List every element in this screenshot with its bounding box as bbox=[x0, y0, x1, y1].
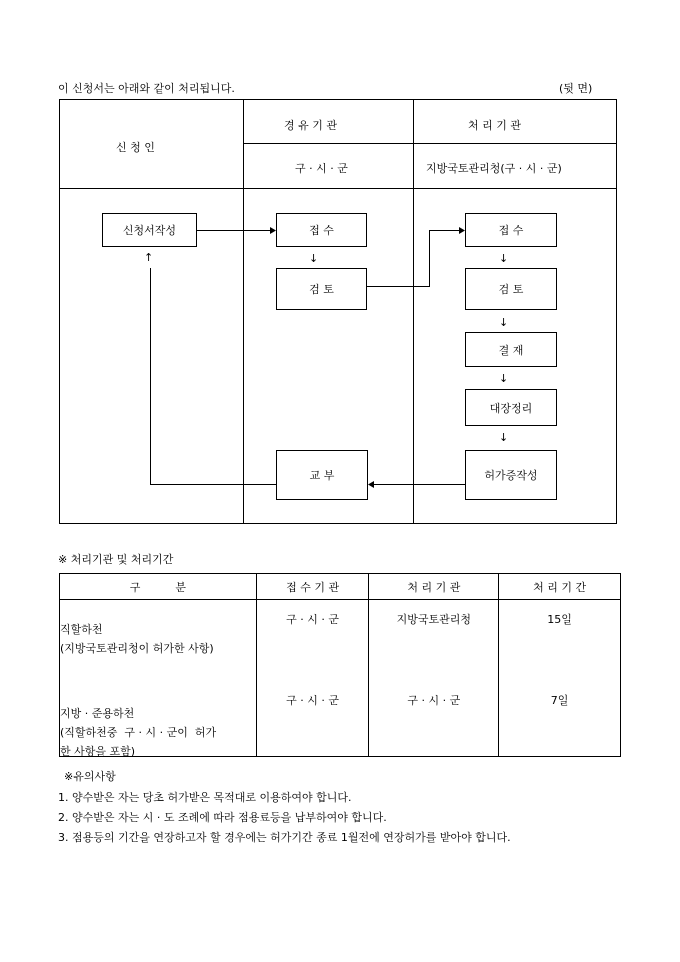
receiving-2: 구 · 시 · 군 bbox=[286, 694, 339, 707]
period-table bbox=[59, 573, 621, 757]
write-application-box bbox=[102, 213, 197, 247]
proc-approve-label: 결 재 bbox=[498, 343, 524, 357]
page-side-label: (뒷 면) bbox=[559, 82, 593, 95]
period-cell bbox=[499, 600, 621, 757]
ledger-label: 대장정리 bbox=[489, 401, 533, 415]
proc-receive-label: 접 수 bbox=[498, 224, 524, 237]
write-application-label: 신청서작성 bbox=[122, 224, 177, 237]
down-arrow: ↓ bbox=[499, 316, 509, 329]
deliver-box bbox=[276, 450, 368, 500]
header-processing: 처 리 기 관 bbox=[369, 574, 499, 600]
permit-issue-label: 허가증작성 bbox=[484, 469, 538, 482]
permit-issue-box bbox=[465, 450, 557, 500]
via-agency-sub: 구 · 시 · 군 bbox=[295, 162, 348, 175]
period-section-title: ※ 처리기관 및 처리기간 bbox=[58, 553, 174, 566]
ledger-box bbox=[465, 389, 557, 426]
notes-title: ※유의사항 bbox=[64, 770, 116, 783]
down-arrow: ↓ bbox=[499, 372, 509, 385]
down-arrow: ↓ bbox=[499, 431, 509, 444]
via-agency-header: 경 유 기 관 bbox=[284, 119, 337, 132]
period-1: 15일 bbox=[547, 613, 572, 626]
note-item: 2. 양수받은 자는 시 · 도 조례에 따라 점용료등을 납부하여야 합니다. bbox=[58, 811, 387, 824]
category-1-line1: 직할하천 bbox=[60, 623, 103, 636]
table-row bbox=[60, 600, 621, 757]
proc-review-box bbox=[465, 268, 557, 310]
category-2-line2: (직할하천중 구 · 시 · 군이 허가 bbox=[60, 726, 217, 739]
note-item: 1. 양수받은 자는 당초 허가받은 목적대로 이용하여야 합니다. bbox=[58, 791, 352, 804]
proc-approve-box bbox=[465, 332, 557, 367]
processing-agency-sub: 지방국토관리청(구 · 시 · 군) bbox=[426, 162, 562, 175]
category-2-line1: 지방 · 준용하천 bbox=[60, 707, 135, 720]
category-cell bbox=[60, 600, 257, 757]
processing-2: 구 · 시 · 군 bbox=[407, 694, 461, 707]
via-review-label: 검 토 bbox=[309, 283, 334, 296]
proc-receive-box bbox=[465, 213, 557, 247]
proc-review-label: 검 토 bbox=[498, 283, 524, 296]
down-arrow: ↓ bbox=[499, 252, 509, 265]
category-1-line2: (지방국토관리청이 허가한 사항) bbox=[60, 642, 214, 655]
table-header-row bbox=[60, 574, 621, 600]
processing-cell bbox=[369, 600, 499, 757]
processing-agency-header: 처 리 기 관 bbox=[468, 119, 521, 132]
down-arrow: ↓ bbox=[309, 252, 319, 265]
via-receive-box bbox=[276, 213, 367, 247]
category-2-line3: 한 사항을 포함) bbox=[60, 745, 136, 758]
processing-1: 지방국토관리청 bbox=[396, 613, 472, 626]
receiving-cell bbox=[256, 600, 369, 757]
via-receive-label: 접 수 bbox=[309, 224, 334, 237]
header-category: 구 분 bbox=[60, 574, 257, 600]
note-item: 3. 점용등의 기간을 연장하고자 할 경우에는 허가기간 종료 1월전에 연장허가를 받아야 합니다. bbox=[58, 831, 511, 844]
receiving-1: 구 · 시 · 군 bbox=[286, 613, 339, 626]
via-review-box bbox=[276, 268, 367, 310]
applicant-header: 신 청 인 bbox=[116, 141, 155, 154]
header-period: 처 리 기 간 bbox=[499, 574, 621, 600]
intro-text: 이 신청서는 아래와 같이 처리됩니다. bbox=[58, 82, 235, 95]
header-receiving: 접 수 기 관 bbox=[256, 574, 369, 600]
period-2: 7일 bbox=[550, 694, 569, 707]
deliver-label: 교 부 bbox=[309, 469, 335, 482]
up-arrow: ↑ bbox=[144, 251, 154, 264]
